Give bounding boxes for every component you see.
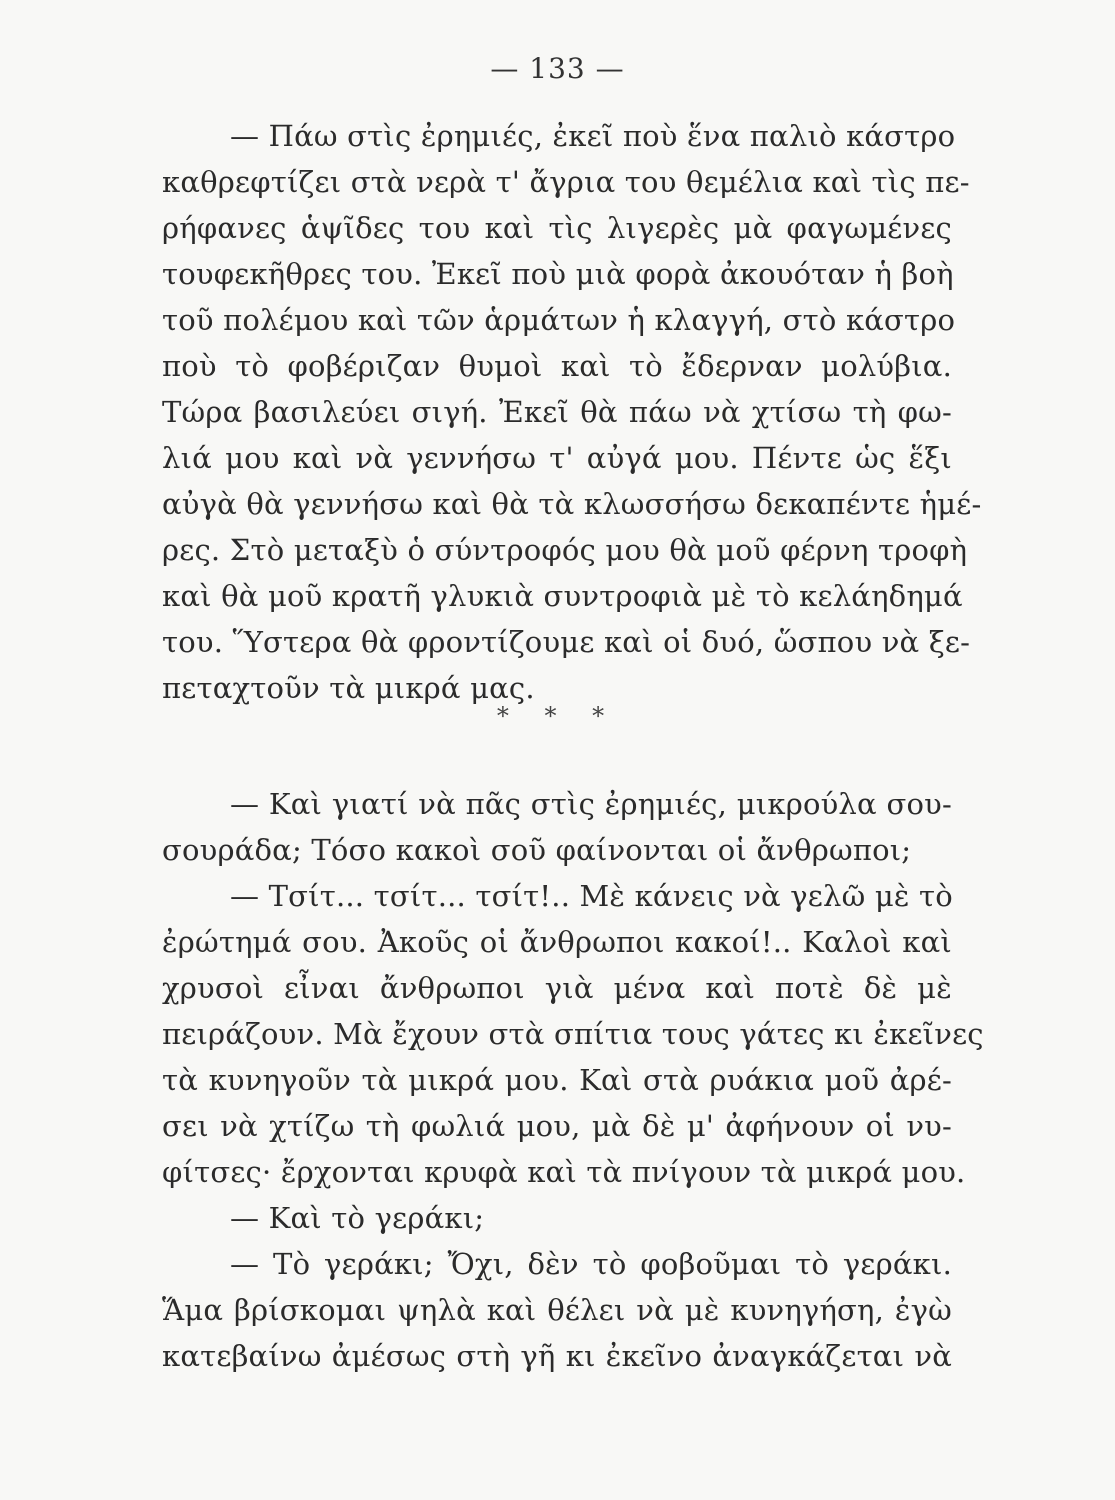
text-line: — Τσίτ... τσίτ... τσίτ!.. Μὲ κάνεις νὰ γελῶ μὲ τὸ [230, 879, 953, 913]
text-line: κατεβαίνω ἀμέσως στὴ γῆ κι ἐκεῖνο ἀναγκάζεται νὰ [162, 1339, 952, 1373]
text-line: — Καὶ γιατί νὰ πᾶς στὶς ἐρημιές, μικρούλα σου- [230, 787, 952, 821]
text-line: του. Ὕστερα θὰ φροντίζουμε καὶ οἱ δυό, ὥσπου νὰ ξε- [162, 625, 971, 659]
page-number: — 133 — [490, 52, 625, 85]
text-line: πειράζουν. Μὰ ἔχουν στὰ σπίτια τους γάτες κι ἐκεῖνες [162, 1017, 984, 1051]
text-line: ἐρώτημά σου. Ἀκοῦς οἱ ἄνθρωποι κακοί!.. Καλοὶ καὶ [162, 925, 952, 959]
text-line: πεταχτοῦν τὰ μικρά μας. [162, 671, 535, 705]
text-line: σουράδα; Τόσο κακοὶ σοῦ φαίνονται οἱ ἄνθρωποι; [162, 833, 912, 867]
text-line: σει νὰ χτίζω τὴ φωλιά μου, μὰ δὲ μ' ἀφήνουν οἱ νυ- [162, 1109, 952, 1143]
text-line: αὐγὰ θὰ γεννήσω καὶ θὰ τὰ κλωσσήσω δεκαπέντε ἡμέ- [162, 487, 982, 521]
dialogue-section [162, 781, 984, 1379]
text-line: — Τὸ γεράκι; Ὄχι, δὲν τὸ φοβοῦμαι τὸ γεράκι. [230, 1247, 952, 1281]
text-line: — Πάω στὶς ἐρημιές, ἐκεῖ ποὺ ἕνα παλιὸ κάστρο [230, 119, 956, 153]
text-line: χρυσοὶ εἶναι ἄνθρωποι γιὰ μένα καὶ ποτὲ δὲ μὲ [162, 971, 952, 1005]
text-line: τουφεκῆθρες του. Ἐκεῖ ποὺ μιὰ φορὰ ἀκουόταν ἡ βοὴ [162, 257, 954, 291]
text-line: Τώρα βασιλεύει σιγή. Ἐκεῖ θὰ πάω νὰ χτίσω τὴ φω- [162, 395, 952, 429]
text-line: καὶ θὰ μοῦ κρατῆ γλυκιὰ συντροφιὰ μὲ τὸ κελάηδημά [162, 579, 963, 613]
text-line: ρες. Στὸ μεταξὺ ὁ σύντροφός μου θὰ μοῦ φέρνη τροφὴ [162, 533, 968, 567]
text-line: ρήφανες ἁψῖδες του καὶ τὶς λιγερὲς μὰ φαγωμένες [162, 211, 952, 245]
text-line: καθρεφτίζει στὰ νερὰ τ' ἄγρια του θεμέλια καὶ τὶς πε- [162, 165, 970, 199]
text-line: ποὺ τὸ φοβέριζαν θυμοὶ καὶ τὸ ἔδερναν μολύβια. [162, 349, 952, 383]
text-line: τὰ κυνηγοῦν τὰ μικρά μου. Καὶ στὰ ρυάκια μοῦ ἀρέ- [162, 1063, 952, 1097]
text-line: φίτσες· ἔρχονται κρυφὰ καὶ τὰ πνίγουν τὰ μικρά μου. [162, 1155, 966, 1189]
section-separator: * * * [496, 702, 619, 730]
text-line: Ἅμα βρίσκομαι ψηλὰ καὶ θέλει νὰ μὲ κυνηγήση, ἐγὼ [162, 1293, 952, 1327]
text-line: λιά μου καὶ νὰ γεννήσω τ' αὐγά μου. Πέντε ὡς ἕξι [162, 441, 952, 475]
text-line: — Καὶ τὸ γεράκι; [230, 1201, 485, 1235]
text-line: τοῦ πολέμου καὶ τῶν ἁρμάτων ἡ κλαγγή, στὸ κάστρο [162, 303, 956, 337]
paragraph-swallow-monologue [162, 113, 982, 711]
